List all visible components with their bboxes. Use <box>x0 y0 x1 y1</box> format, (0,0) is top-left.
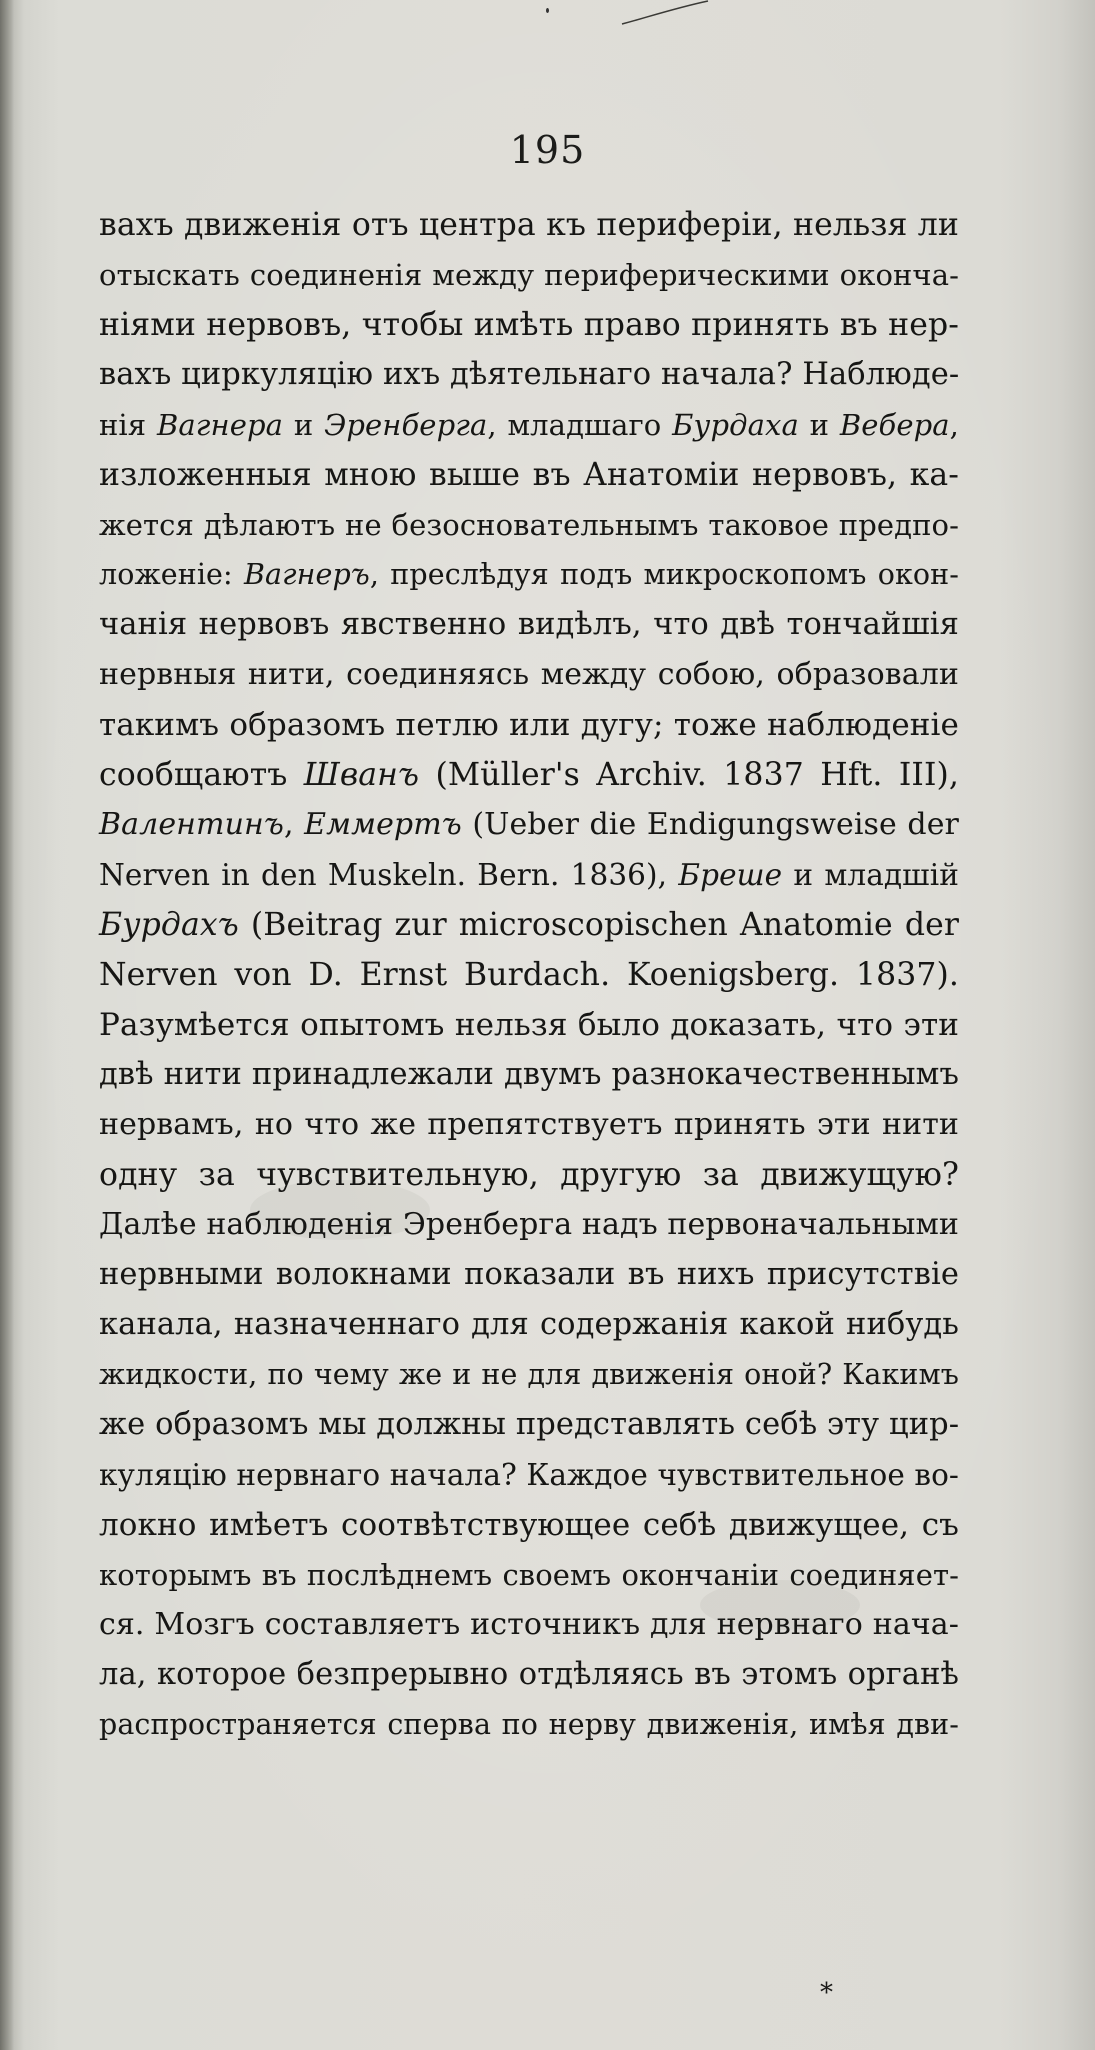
text-run: которымъ въ послѣднемъ своемъ окончаніи соединяет- <box>99 1558 959 1592</box>
text-line <box>99 900 959 950</box>
text-line <box>99 1350 959 1400</box>
text-line <box>99 1700 959 1750</box>
text-run: ся. Мозгъ составляетъ источникъ для нервнаго нача- <box>99 1607 959 1642</box>
text-run: и младшій <box>782 858 959 892</box>
text-line <box>99 750 959 800</box>
text-line <box>99 500 959 550</box>
text-line <box>99 450 959 500</box>
text-run: локно имѣетъ соотвѣтствующее себѣ движущее, съ <box>99 1507 959 1543</box>
text-line <box>99 1000 959 1050</box>
text-run: нервными волокнами показали въ нихъ присутствіе <box>99 1257 959 1292</box>
text-run: нервныя нити, соединяясь между собою, образовали <box>99 657 959 692</box>
text-run: жидкости, по чему же и не для движенія оной? Какимъ <box>99 1358 959 1391</box>
italic-name: Вагнеръ <box>243 558 370 591</box>
text-line <box>99 250 959 300</box>
italic-name: Бреше <box>678 858 783 892</box>
italic-name: Вебера <box>839 408 950 442</box>
text-run: двѣ нити принадлежали двумъ разнокачественнымъ <box>99 1057 959 1092</box>
text-line <box>99 1400 959 1450</box>
text-run: (Beitrag zur microscopischen Anatomie der <box>238 907 959 943</box>
text-line <box>99 300 959 350</box>
text-run: изложенныя мною выше въ Анатоміи нервовъ, ка- <box>99 457 959 493</box>
italic-name: Валентинъ <box>99 807 284 842</box>
text-line <box>99 1050 959 1100</box>
text-run: такимъ образомъ петлю или дугу; тоже наблюденіе <box>99 707 959 743</box>
text-run: Nerven von D. Ernst Burdach. Koenigsberg. 1837). <box>99 957 959 993</box>
text-line <box>99 1250 959 1300</box>
page-number: 195 <box>509 128 586 172</box>
binding-shadow <box>0 0 14 2050</box>
text-line <box>99 200 959 250</box>
text-line <box>99 350 959 400</box>
text-run: ніями нервовъ, чтобы имѣть право принять въ нер- <box>99 307 959 343</box>
text-run: куляцію нервнаго начала? Каждое чувствительное во- <box>99 1458 959 1492</box>
ink-speck <box>546 8 549 13</box>
italic-name: Бурдахъ <box>99 907 239 943</box>
text-line <box>99 1550 959 1600</box>
text-run: (Ueber die Endigungsweise der <box>461 807 959 842</box>
text-run: ла, которое безпрерывно отдѣляясь въ этомъ органѣ <box>99 1657 959 1692</box>
text-run: Nerven in den Muskeln. Bern. 1836), <box>99 858 679 892</box>
text-run: чанія нервовъ явственно видѣлъ, что двѣ тончайшія <box>99 607 959 642</box>
text-run: Разумѣется опытомъ нельзя было доказать, что эти <box>99 1007 959 1043</box>
text-line <box>99 1650 959 1700</box>
text-line <box>99 850 959 900</box>
text-run: , преслѣдуя подъ микроскопомъ окон- <box>369 558 959 591</box>
text-line <box>99 1150 959 1200</box>
text-run: Далѣе наблюденія Эренберга надъ первоначальными <box>99 1207 959 1242</box>
text-line <box>99 1200 959 1250</box>
text-line <box>99 1600 959 1650</box>
text-run: и <box>283 408 325 442</box>
text-run: вахъ движенія отъ центра къ периферіи, нельзя ли <box>99 207 959 243</box>
text-run: , <box>283 807 305 842</box>
text-run: нервамъ, но что же препятствуетъ принять эти нити <box>99 1107 959 1142</box>
text-line <box>99 1300 959 1350</box>
text-run: отыскать соединенія между периферическими оконча- <box>99 258 959 292</box>
pen-stroke-mark <box>620 0 710 26</box>
text-run: вахъ циркуляцію ихъ дѣятельнаго начала? Наблюде- <box>99 357 960 392</box>
text-run: жется дѣлаютъ не безосновательнымъ таковое предпо- <box>99 508 959 542</box>
text-run: (Müller's Archiv. 1837 Hft. III), <box>419 757 959 793</box>
italic-name: Эренберга <box>324 408 488 442</box>
text-line <box>99 650 959 700</box>
text-run: ложеніе: <box>99 558 244 591</box>
text-line <box>99 800 959 850</box>
text-run: одну за чувствительную, другую за движущую? <box>99 1157 959 1193</box>
text-run: канала, назначеннаго для содержанія какой нибудь <box>99 1307 959 1342</box>
text-run: , <box>949 408 959 442</box>
text-line <box>99 950 959 1000</box>
text-line <box>99 700 959 750</box>
text-line <box>99 1450 959 1500</box>
text-run: и <box>798 408 840 442</box>
text-run: сообщаютъ <box>99 757 304 793</box>
text-run: распространяется сперва по нерву движенія, имѣя дви- <box>99 1708 959 1741</box>
italic-name: Еммертъ <box>304 807 462 842</box>
signature-mark: * <box>820 1978 833 2008</box>
text-run: нія <box>99 408 157 442</box>
text-line <box>99 1100 959 1150</box>
text-line <box>99 1500 959 1550</box>
body-text <box>99 200 959 1750</box>
italic-name: Бурдаха <box>672 408 799 442</box>
text-line <box>99 600 959 650</box>
italic-name: Шванъ <box>303 757 420 793</box>
italic-name: Вагнера <box>157 408 284 442</box>
text-run: же образомъ мы должны представлять себѣ эту цир- <box>99 1407 960 1442</box>
text-line <box>99 400 959 450</box>
text-line <box>99 550 959 600</box>
text-run: , младшаго <box>487 408 673 442</box>
